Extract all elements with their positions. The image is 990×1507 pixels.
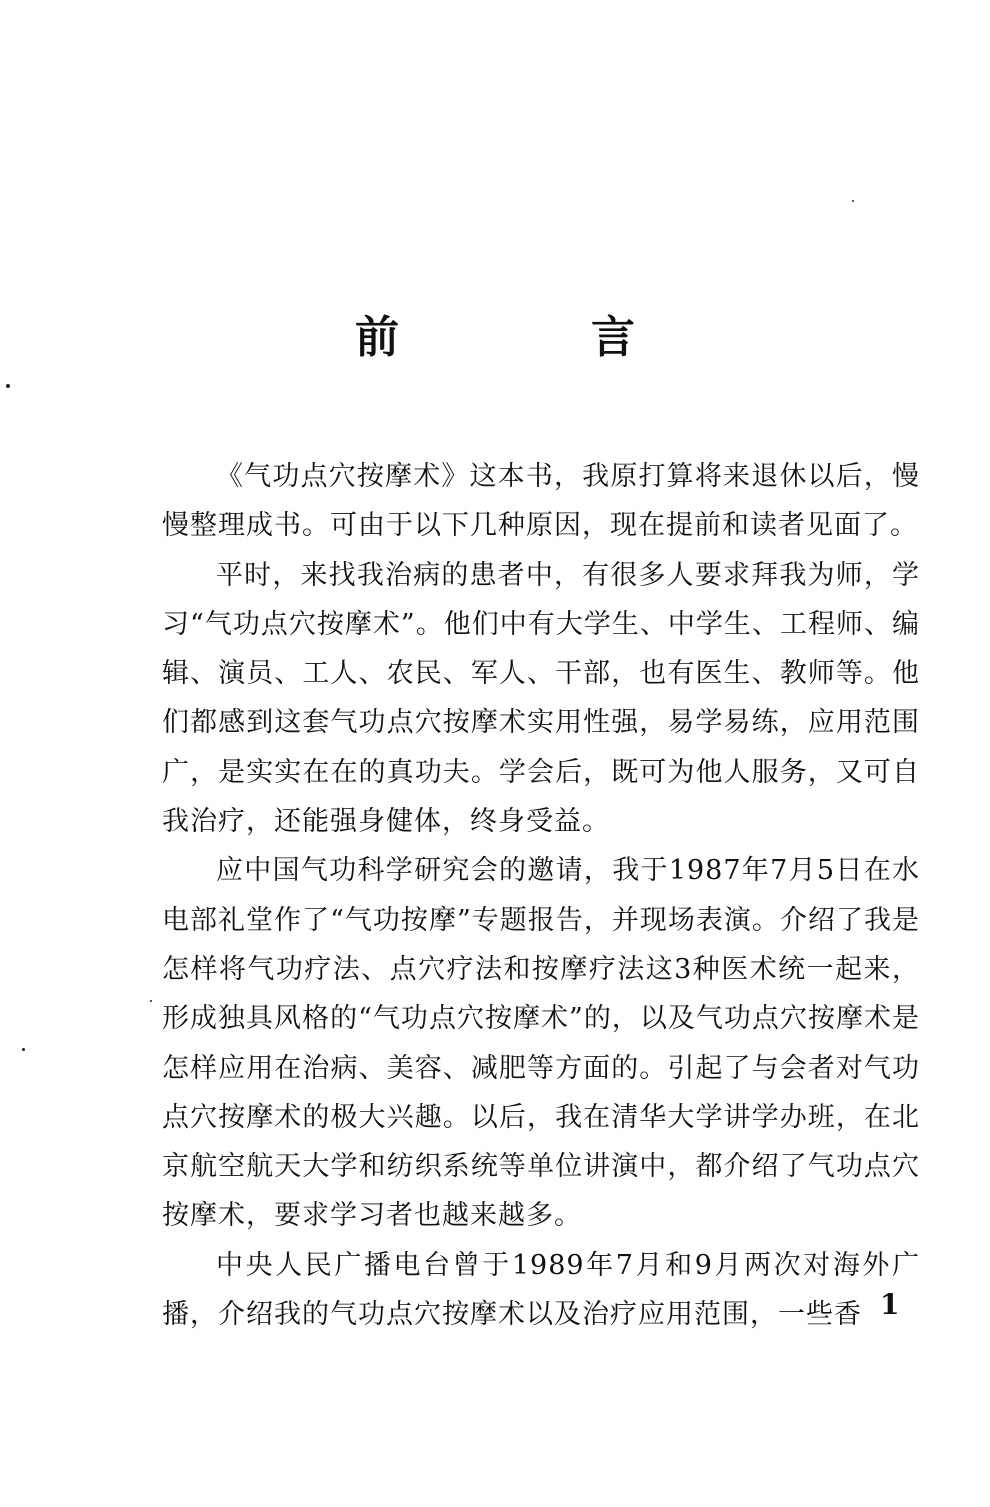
scan-speck (150, 1000, 152, 1002)
scan-speck (22, 1048, 25, 1051)
preface-body (162, 452, 920, 1339)
scan-speck (6, 384, 10, 388)
paragraph-2: 平时，来找我治病的患者中，有很多人要求拜我为师，学习“气功点穴按摩术”。他们中有大学生、中学生、工程师、编辑、演员、工人、农民、军人、干部，也有医生、教师等。他们都感到这套气功点穴按摩术实用性强，易学易练，应用范围广，是实实在在的真功夫。学会后，既可为他人服务，又可自我治疗，还能强身健体，终身受益。 (162, 559, 920, 838)
page-number: 1 (880, 1288, 900, 1321)
page-title: 前 言 (355, 312, 709, 363)
paragraph-4: 中央人民广播电台曾于1989年7月和9月两次对海外广播，介绍我的气功点穴按摩术以及治疗应用范围，一些香 (162, 1249, 920, 1331)
paragraph-3: 应中国气功科学研究会的邀请，我于1987年7月5日在水电部礼堂作了“气功按摩”专题报告，并现场表演。介绍了我是怎样将气功疗法、点穴疗法和按摩疗法这3种医术统一起来，形成独具风格的“气功点穴按摩术”的，以及气功点穴按摩术是怎样应用在治病、美容、减肥等方面的。引起了与会者对气功点穴按摩术的极大兴趣。以后，我在清华大学讲学办班，在北京航空航天大学和纺织系统等单位讲演中，都介绍了气功点穴按摩术，要求学习者也越来越多。 (162, 855, 920, 1232)
scan-speck (852, 200, 854, 202)
paragraph-1: 《气功点穴按摩术》这本书，我原打算将来退休以后，慢慢整理成书。可由于以下几种原因，现在提前和读者见面了。 (162, 461, 920, 542)
